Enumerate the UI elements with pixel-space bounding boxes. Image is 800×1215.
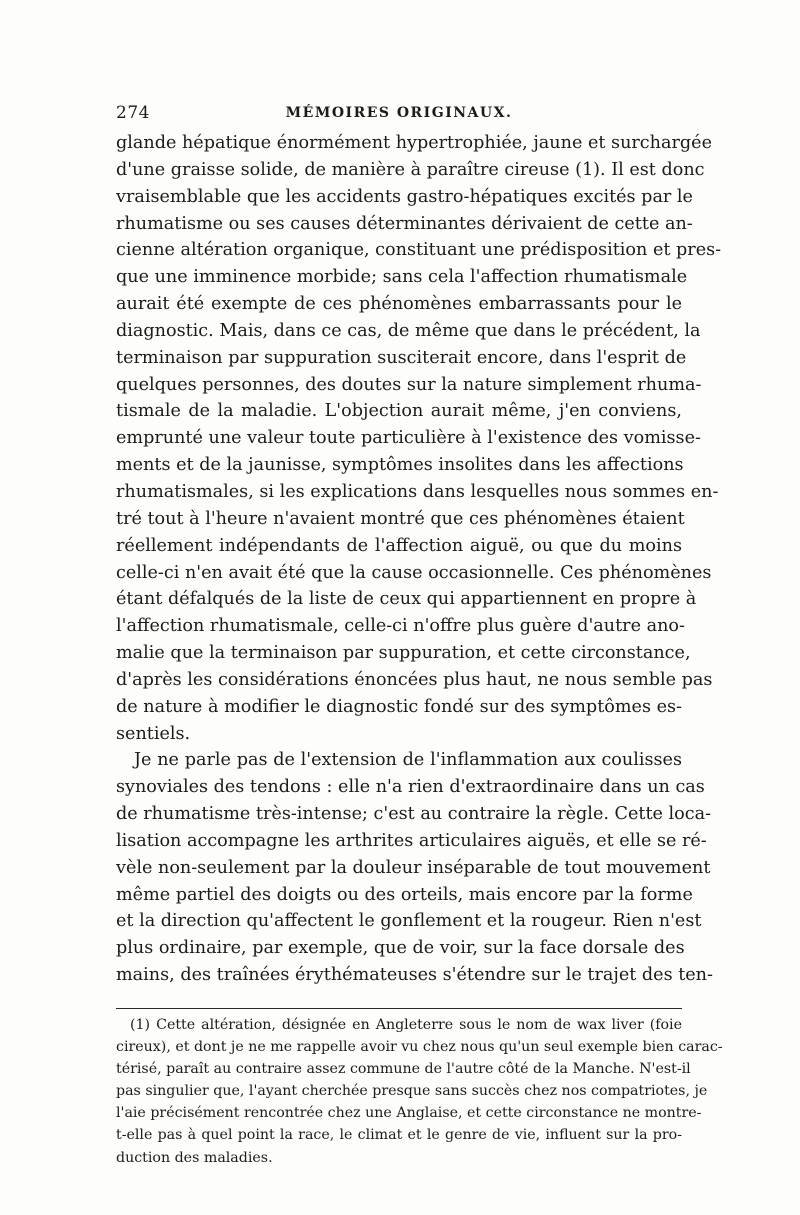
text-line: sentiels. xyxy=(116,723,191,744)
text-line: mains, des traînées érythémateuses s'étendre sur le trajet des ten- xyxy=(116,965,713,986)
text-line: quelques personnes, des doutes sur la nature simplement rhuma- xyxy=(116,374,702,395)
running-head xyxy=(116,103,682,127)
text-line: lisation accompagne les arthrites articulaires aiguës, et elle se ré- xyxy=(116,830,707,851)
text-line: terminaison par suppuration susciterait encore, dans l'esprit de xyxy=(116,347,687,368)
text-line: de rhumatisme très-intense; c'est au contraire la règle. Cette loca- xyxy=(116,804,712,825)
text-line: diagnostic. Mais, dans ce cas, de même que dans le précédent, la xyxy=(116,320,701,341)
text-line: rhumatisme ou ses causes déterminantes dérivaient de cette an- xyxy=(116,213,693,234)
text-line: même partiel des doigts ou des orteils, mais encore par la forme xyxy=(116,884,693,905)
footnote-divider xyxy=(116,1008,682,1009)
footnote-line: duction des maladies. xyxy=(116,1149,273,1166)
text-line: rhumatismales, si les explications dans lesquelles nous sommes en- xyxy=(116,481,719,502)
text-line: tismale de la maladie. L'objection aurait même, j'en conviens, xyxy=(116,401,682,422)
paragraph-start-line: Je ne parle pas de l'extension de l'inflammation aux coulisses xyxy=(134,750,682,771)
text-line: ments et de la jaunisse, symptômes insolites dans les affections xyxy=(116,455,684,476)
footnote-line: (1) Cette altération, désignée en Angleterre sous le nom de wax liver (foie xyxy=(130,1017,682,1033)
text-line: aurait été exempte de ces phénomènes embarrassants pour le xyxy=(116,294,682,315)
text-line: emprunté une valeur toute particulière à l'existence des vomisse- xyxy=(116,428,701,449)
text-line: vraisemblable que les accidents gastro-hépatiques excités par le xyxy=(116,186,693,207)
text-line: étant défalqués de la liste de ceux qui appartiennent en propre à xyxy=(116,589,697,610)
text-line: cienne altération organique, constituant une prédisposition et pres- xyxy=(116,240,722,261)
text-line: d'une graisse solide, de manière à paraître cireuse (1). Il est donc xyxy=(116,159,705,180)
text-line: glande hépatique énormément hypertrophiée, jaune et surchargée xyxy=(116,133,712,153)
text-line: réellement indépendants de l'affection aiguë, ou que du moins xyxy=(116,535,682,556)
text-line: plus ordinaire, par exemple, que de voir, sur la face dorsale des xyxy=(116,938,685,959)
footnote-line: l'aie précisément rencontrée chez une Anglaise, et cette circonstance ne montre- xyxy=(116,1105,702,1122)
text-line: et la direction qu'affectent le gonflement et la rougeur. Rien n'est xyxy=(116,911,702,932)
text-line: malie que la terminaison par suppuration, et cette circonstance, xyxy=(116,643,691,664)
text-line: tré tout à l'heure n'avaient montré que ces phénomènes étaient xyxy=(116,508,685,529)
text-line: celle-ci n'en avait été que la cause occasionnelle. Ces phénomènes xyxy=(116,562,712,583)
footnote-line: cireux), et dont je ne me rappelle avoir vu chez nous qu'un seul exemple bien carac- xyxy=(116,1039,723,1056)
text-line: synoviales des tendons : elle n'a rien d'extraordinaire dans un cas xyxy=(116,777,705,798)
page-number: 274 xyxy=(116,103,150,123)
footnote-line: pas singulier que, l'ayant cherchée presque sans succès chez nos compatriotes, je xyxy=(116,1083,708,1100)
text-line: que une imminence morbide; sans cela l'affection rhumatismale xyxy=(116,267,688,288)
text-line: l'affection rhumatismale, celle-ci n'offre plus guère d'autre ano- xyxy=(116,616,685,637)
footnote xyxy=(116,1014,723,1169)
text-line: d'après les considérations énoncées plus haut, ne nous semble pas xyxy=(116,669,713,690)
text-line: de nature à modifier le diagnostic fondé sur des symptômes es- xyxy=(116,696,682,717)
running-title: MÉMOIRES ORIGINAUX. xyxy=(285,105,513,121)
footnote-line: t-elle pas à quel point la race, le climat et le genre de vie, influent sur la pro- xyxy=(116,1127,682,1144)
footnote-line: térisé, paraît au contraire assez commune de l'autre côté de la Manche. N'est-il xyxy=(116,1061,691,1078)
text-line: vèle non-seulement par la douleur inséparable de tout mouvement xyxy=(116,857,711,878)
main-text xyxy=(116,130,722,989)
